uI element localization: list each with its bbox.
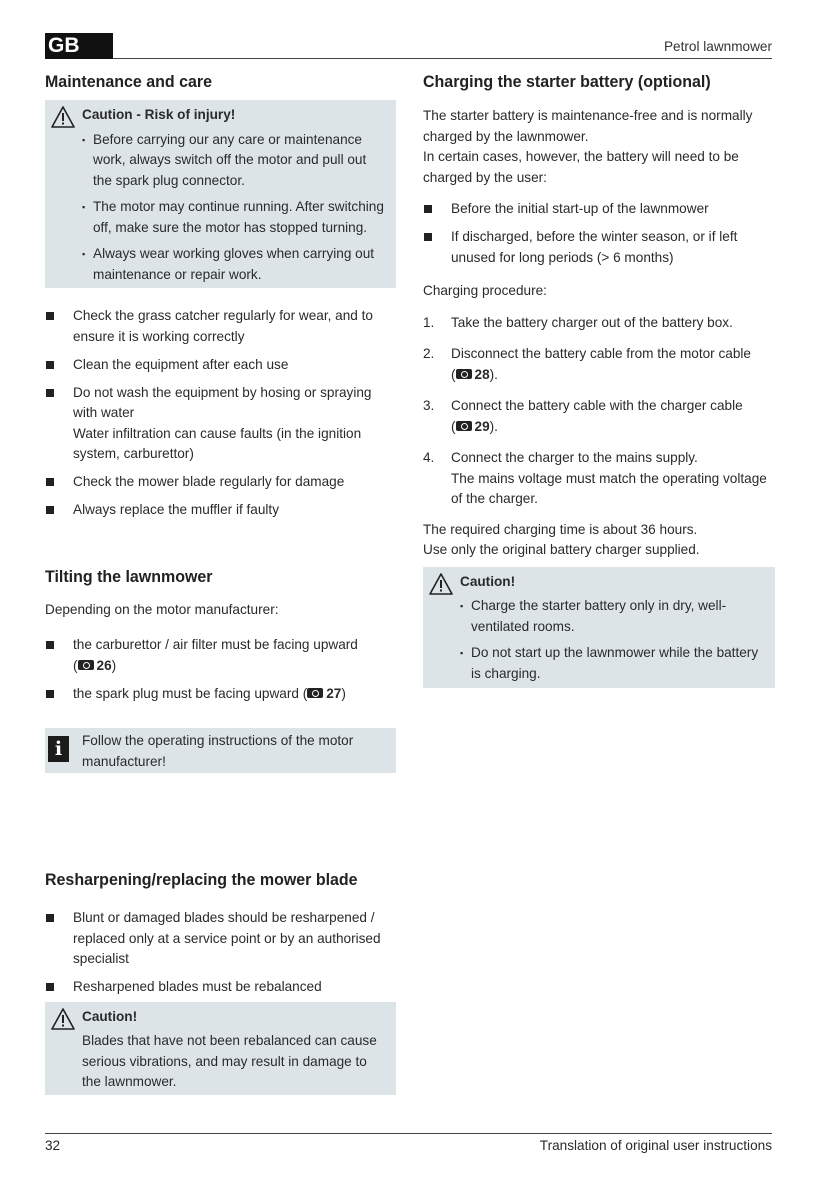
language-badge: GB: [45, 33, 113, 59]
header-rule: [113, 58, 772, 59]
maintenance-item: Clean the equipment after each use: [45, 355, 396, 376]
left-column: [45, 70, 396, 1095]
caution-text: Blades that have not been rebalanced can cause serious vibrations, and may result in damage to the lawnmower.: [82, 1033, 377, 1089]
tilting-intro: Depending on the motor manufacturer:: [45, 601, 279, 617]
tilting-item: the spark plug must be facing upward ( 27): [45, 684, 396, 705]
procedure-label: Charging procedure:: [423, 283, 547, 298]
caution-item: ▪ Always wear working gloves when carrying out maintenance or repair work.: [82, 244, 388, 285]
caution-item: ▪ The motor may continue running. After switching off, make sure the motor has stopped turning.: [82, 197, 388, 238]
figure-ref[interactable]: [307, 686, 341, 701]
procedure-step: [423, 313, 775, 334]
figure-number: 26: [96, 657, 112, 673]
figure-ref[interactable]: [78, 658, 112, 673]
step-number: 3.: [423, 398, 435, 413]
figure-ref[interactable]: [456, 367, 490, 382]
caution-item: ▪ Before carrying our any care or maintenance work, always switch off the motor and pull out the spark plug connector.: [82, 130, 388, 192]
step-number: 4.: [423, 450, 435, 465]
blade-item: Resharpened blades must be rebalanced: [45, 977, 396, 998]
step-text: Connect the charger to the mains supply.: [451, 450, 698, 465]
charging-time: The required charging time is about 36 hours.: [423, 521, 698, 537]
step-text: Disconnect the battery cable from the motor cable: [451, 346, 751, 361]
footer-rule: [45, 1133, 772, 1134]
footer-title: Translation of original user instructions: [539, 1138, 772, 1153]
info-text: Follow the operating instructions of the motor manufacturer!: [82, 733, 354, 769]
blade-caution-box: [45, 1002, 396, 1095]
caution-title: Caution - Risk of injury!: [82, 107, 236, 122]
document-title: Petrol lawnmower: [663, 39, 772, 54]
procedure-step: 2. Disconnect the battery cable from the motor cable ( 28).: [423, 346, 751, 382]
right-column: [423, 70, 775, 688]
maintenance-item-note: Water infiltration can cause faults (in the ignition system, carburettor): [73, 425, 362, 461]
maintenance-heading: Maintenance and care: [45, 72, 212, 91]
charging-intro: In certain cases, however, the battery will need to be charged by the user:: [423, 149, 739, 185]
figure-number: 29: [474, 418, 490, 434]
charging-item: If discharged, before the winter season, or if left unused for long periods (> 6 months): [423, 227, 775, 268]
procedure-step: [423, 448, 775, 510]
tilting-item: the carburettor / air filter must be facing upward ( 26): [45, 635, 396, 676]
info-box: [45, 728, 396, 773]
caution-item: ▪ Charge the starter battery only in dry, well-ventilated rooms.: [460, 596, 767, 637]
tilting-heading: Tilting the lawnmower: [45, 566, 213, 586]
info-icon: i: [48, 736, 69, 762]
maintenance-item-text: Do not wash the equipment by hosing or spraying with water: [73, 384, 372, 420]
camera-icon: [456, 369, 472, 379]
step-note: The mains voltage must match the operating voltage of the charger.: [451, 470, 767, 506]
charging-caution-box: [423, 567, 775, 689]
blade-item: Blunt or damaged blades should be resharpened / replaced only at a service point or by an authorised specialist: [45, 908, 396, 970]
page-number: 32: [45, 1138, 61, 1153]
maintenance-item: Check the mower blade regularly for damage: [45, 472, 396, 493]
maintenance-item: Check the grass catcher regularly for wear, and to ensure it is working correctly: [45, 306, 396, 347]
charging-heading: Charging the starter battery (optional): [423, 72, 711, 91]
figure-number: 28: [474, 366, 490, 382]
blade-heading: Resharpening/replacing the mower blade: [45, 870, 358, 889]
charging-intro: The starter battery is maintenance-free and is normally charged by the lawnmower.: [423, 108, 753, 144]
maintenance-item: [45, 383, 396, 465]
camera-icon: [307, 688, 323, 698]
step-number: 1.: [423, 314, 435, 330]
warning-icon: [51, 106, 75, 128]
tilting-item-text: the spark plug must be facing upward: [73, 685, 299, 701]
warning-icon: [429, 573, 453, 595]
procedure-step: 3. Connect the battery cable with the charger cable ( 29).: [423, 398, 743, 434]
charger-note: Use only the original battery charger supplied.: [423, 542, 700, 557]
camera-icon: [456, 421, 472, 431]
maintenance-caution-box: [45, 100, 396, 288]
charging-item: Before the initial start-up of the lawnmower: [423, 199, 775, 220]
caution-item: ▪ Do not start up the lawnmower while the battery is charging.: [460, 643, 767, 684]
warning-icon: [51, 1008, 75, 1030]
step-number: 2.: [423, 346, 435, 361]
tilting-item-text: the carburettor / air filter must be facing upward: [73, 637, 358, 652]
figure-number: 27: [326, 685, 342, 701]
step-text: Connect the battery cable with the charger cable: [451, 398, 743, 413]
camera-icon: [78, 660, 94, 670]
step-text: Take the battery charger out of the battery box.: [451, 314, 733, 330]
caution-title: Caution!: [82, 1008, 138, 1024]
caution-title: Caution!: [460, 573, 516, 589]
figure-ref[interactable]: [456, 419, 490, 434]
maintenance-item: Always replace the muffler if faulty: [45, 500, 396, 521]
